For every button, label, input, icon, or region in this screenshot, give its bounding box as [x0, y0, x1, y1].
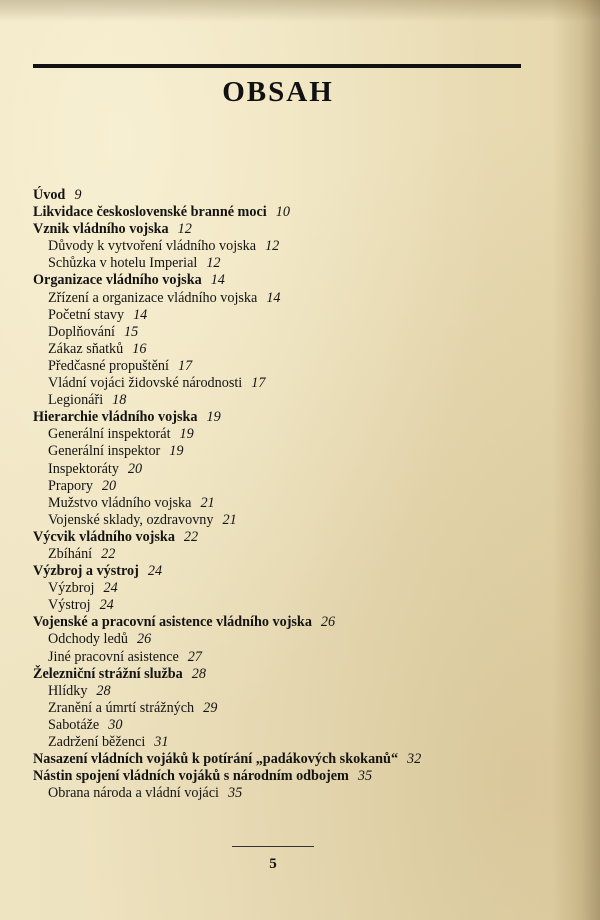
- toc-entry-title: Inspektoráty: [48, 460, 119, 477]
- toc-section: [33, 307, 553, 324]
- toc-entry-page: 17: [251, 375, 266, 392]
- toc-entry-page: 12: [177, 221, 192, 238]
- toc-entry-title: Mužstvo vládního vojska: [48, 494, 192, 511]
- toc-entry-page: 19: [169, 443, 184, 460]
- toc-entry-title: Jiné pracovní asistence: [48, 648, 179, 665]
- toc-entry-title: Zranění a úmrtí strážných: [48, 699, 195, 716]
- toc-section: [33, 734, 553, 751]
- toc-entry-title: Generální inspektor: [48, 443, 161, 460]
- toc-section: [33, 631, 553, 648]
- toc-entry-title: Zřízení a organizace vládního vojska: [48, 289, 258, 306]
- toc-entry-title: Výcvik vládního vojska: [33, 528, 175, 545]
- toc-entry-page: 24: [147, 563, 163, 580]
- toc-entry-page: 35: [227, 785, 243, 802]
- toc-entry-page: 12: [265, 238, 280, 255]
- page-spine-shadow: [552, 0, 600, 920]
- toc-entry-page: 15: [124, 323, 139, 340]
- toc-entry-title: Vojenské a pracovní asistence vládního vojska: [33, 614, 312, 631]
- toc-entry-page: 17: [177, 357, 193, 374]
- header-rule: [33, 64, 521, 68]
- toc-entry-page: 14: [210, 272, 225, 289]
- toc-entry-page: 26: [320, 614, 336, 631]
- toc-entry-title: Důvody k vytvoření vládního vojska: [48, 238, 257, 255]
- toc-chapter: [33, 563, 553, 580]
- toc-entry-title: Legionáři: [48, 392, 104, 409]
- toc-section: [33, 461, 553, 478]
- toc-entry-page: 18: [112, 392, 127, 409]
- toc-entry-page: 32: [407, 751, 422, 768]
- toc-entry-page: 14: [133, 306, 148, 323]
- toc-section: [33, 683, 553, 700]
- toc-entry-page: 31: [154, 734, 169, 750]
- toc-section: [33, 255, 553, 272]
- toc-section: [33, 426, 553, 443]
- page-title: OBSAH: [222, 76, 334, 108]
- toc-section: [33, 341, 553, 358]
- toc-entry-title: Likvidace československé branné moci: [33, 204, 267, 221]
- toc-section: [33, 512, 553, 529]
- toc-section: [33, 700, 553, 717]
- toc-entry-page: 19: [206, 409, 221, 426]
- toc-entry-page: 21: [200, 494, 215, 511]
- toc-entry-page: 9: [74, 187, 82, 203]
- toc-entry-title: Organizace vládního vojska: [33, 272, 202, 289]
- toc-section: [33, 375, 553, 392]
- toc-entry-page: 20: [101, 477, 117, 494]
- page-top-shadow: [0, 0, 600, 22]
- toc-section: [33, 392, 553, 409]
- toc-section: [33, 358, 553, 375]
- toc-entry-page: 20: [127, 460, 143, 477]
- toc-entry-title: Prapory: [48, 477, 93, 494]
- toc-entry-title: Sabotáže: [48, 716, 100, 733]
- toc-entry-title: Početní stavy: [48, 306, 125, 323]
- toc-entry-page: 22: [183, 528, 199, 545]
- toc-entry-title: Hlídky: [48, 682, 88, 699]
- toc-entry-title: Předčasné propuštění: [48, 357, 169, 374]
- toc-entry-title: Železniční strážní služba: [33, 665, 183, 682]
- toc-entry-page: 29: [203, 699, 218, 716]
- toc-entry-title: Zadržení běženci: [48, 734, 146, 750]
- toc-chapter: [33, 529, 553, 546]
- toc-section: [33, 495, 553, 512]
- toc-entry-page: 35: [357, 768, 373, 785]
- toc-entry-page: 27: [187, 648, 202, 665]
- toc-chapter: [33, 204, 553, 221]
- toc-entry-page: 22: [101, 545, 116, 562]
- toc-section: [33, 290, 553, 307]
- toc-entry-page: 28: [96, 682, 111, 699]
- toc-entry-title: Nasazení vládních vojáků k potírání „padákových skokanů“: [33, 751, 399, 768]
- toc-section: [33, 443, 553, 460]
- toc-entry-page: 28: [191, 665, 206, 682]
- toc-entry-title: Doplňování: [48, 323, 115, 340]
- page-number: 5: [269, 856, 277, 872]
- toc-entry-title: Obrana národa a vládní vojáci: [48, 785, 219, 802]
- toc-entry-title: Zbíhání: [48, 545, 93, 562]
- toc-entry-title: Schůzka v hotelu Imperial: [48, 255, 198, 272]
- toc-entry-page: 24: [103, 580, 118, 597]
- toc-entry-title: Vznik vládního vojska: [33, 221, 169, 238]
- toc-entry-title: Výstroj: [48, 597, 91, 614]
- toc-entry-title: Generální inspektorát: [48, 426, 171, 443]
- toc-entry-title: Vojenské sklady, ozdravovny: [48, 511, 214, 528]
- toc-section: [33, 785, 553, 802]
- toc-entry-title: Hierarchie vládního vojska: [33, 409, 198, 426]
- toc-section: [33, 324, 553, 341]
- toc-section: [33, 580, 553, 597]
- toc-entry-title: Nástin spojení vládních vojáků s národním odbojem: [33, 768, 349, 785]
- toc-entry-page: 21: [222, 511, 237, 528]
- toc-chapter: [33, 768, 553, 785]
- toc-entry-page: 19: [179, 426, 194, 443]
- toc-chapter: [33, 272, 553, 289]
- toc-entry-title: Výzbroj: [48, 580, 95, 597]
- toc-entry-title: Výzbroj a výstroj: [33, 563, 139, 580]
- toc-section: [33, 717, 553, 734]
- toc-entry-title: Úvod: [33, 187, 66, 203]
- toc-entry-page: 10: [275, 204, 290, 221]
- toc-entry-page: 26: [137, 631, 152, 648]
- footer-rule: [232, 846, 314, 847]
- table-of-contents: [33, 187, 553, 802]
- toc-entry-title: Vládní vojáci židovské národnosti: [48, 375, 243, 392]
- toc-entry-title: Odchody ledů: [48, 631, 128, 648]
- toc-chapter: [33, 187, 553, 204]
- toc-section: [33, 649, 553, 666]
- toc-entry-page: 12: [206, 255, 221, 272]
- toc-entry-page: 16: [132, 340, 147, 357]
- toc-entry-title: Zákaz sňatků: [48, 340, 124, 357]
- toc-chapter: [33, 614, 553, 631]
- toc-chapter: [33, 666, 553, 683]
- toc-section: [33, 597, 553, 614]
- toc-chapter: [33, 409, 553, 426]
- toc-entry-page: 30: [108, 716, 123, 733]
- toc-section: [33, 238, 553, 255]
- toc-section: [33, 546, 553, 563]
- toc-chapter: [33, 751, 553, 768]
- toc-entry-page: 24: [99, 597, 114, 614]
- toc-section: [33, 478, 553, 495]
- toc-chapter: [33, 221, 553, 238]
- toc-entry-page: 14: [266, 289, 281, 306]
